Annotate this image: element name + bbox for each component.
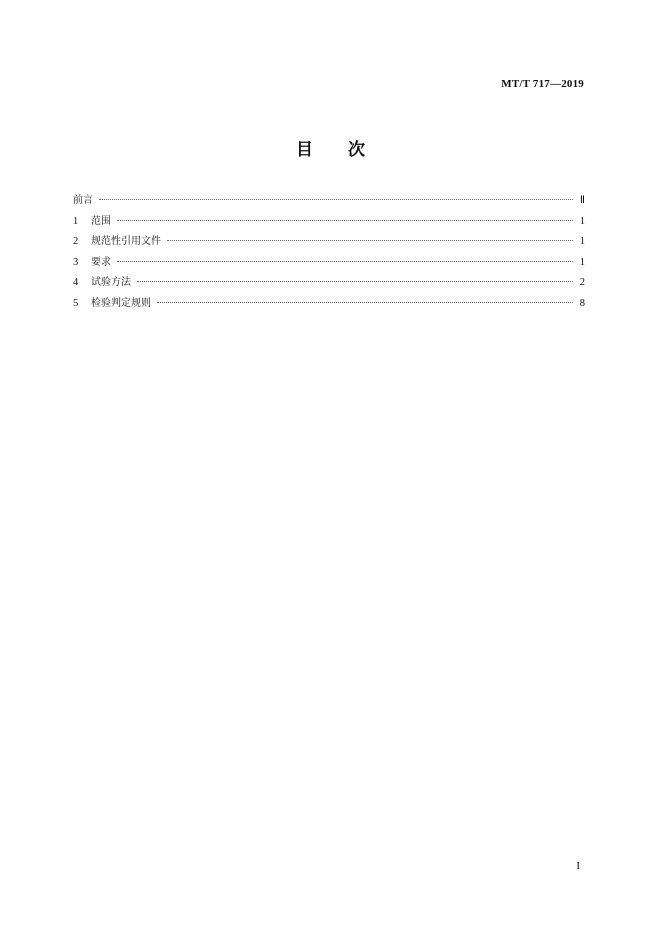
toc-entry-number: 2	[73, 236, 79, 247]
dot-leader	[167, 240, 573, 241]
dot-leader	[117, 261, 573, 262]
toc-entry-page: Ⅱ	[579, 195, 585, 206]
title-char-right: 次	[348, 140, 366, 160]
toc-entry-number: 3	[73, 256, 79, 268]
toc-entry-label: 规范性引用文件	[91, 236, 161, 247]
toc-entry-normative-references[interactable]	[73, 232, 585, 253]
toc-entry-number: 5	[73, 297, 79, 309]
toc-entry-label: 要求	[91, 256, 111, 268]
toc-entry-number: 4	[73, 277, 79, 288]
toc-entry-foreword[interactable]	[73, 191, 585, 212]
toc-entry-page: 1	[579, 236, 585, 247]
toc-entry-inspection-rules[interactable]	[73, 294, 585, 315]
dot-leader	[137, 281, 573, 282]
toc-entry-page: 1	[579, 256, 585, 268]
toc-entry-page: 8	[579, 297, 585, 309]
document-code: MT/T 717—2019	[501, 78, 584, 90]
dot-leader	[157, 302, 573, 303]
toc-entry-label: 检验判定规则	[91, 297, 151, 309]
toc-entry-test-methods[interactable]	[73, 273, 585, 294]
toc-entry-label: 范围	[91, 215, 111, 227]
toc-entry-requirements[interactable]	[73, 253, 585, 274]
toc-entry-label: 试验方法	[91, 277, 131, 288]
toc-entry-page: 2	[579, 277, 585, 288]
dot-leader	[117, 220, 573, 221]
toc-entry-number: 1	[73, 215, 79, 227]
page-number: I	[576, 860, 580, 872]
title-char-left: 目	[296, 140, 314, 160]
page-title	[0, 135, 662, 160]
toc-entry-page: 1	[579, 215, 585, 227]
dot-leader	[99, 199, 573, 200]
toc-entry-label: 前言	[73, 195, 93, 206]
toc-entry-scope[interactable]	[73, 212, 585, 233]
table-of-contents	[73, 191, 585, 314]
